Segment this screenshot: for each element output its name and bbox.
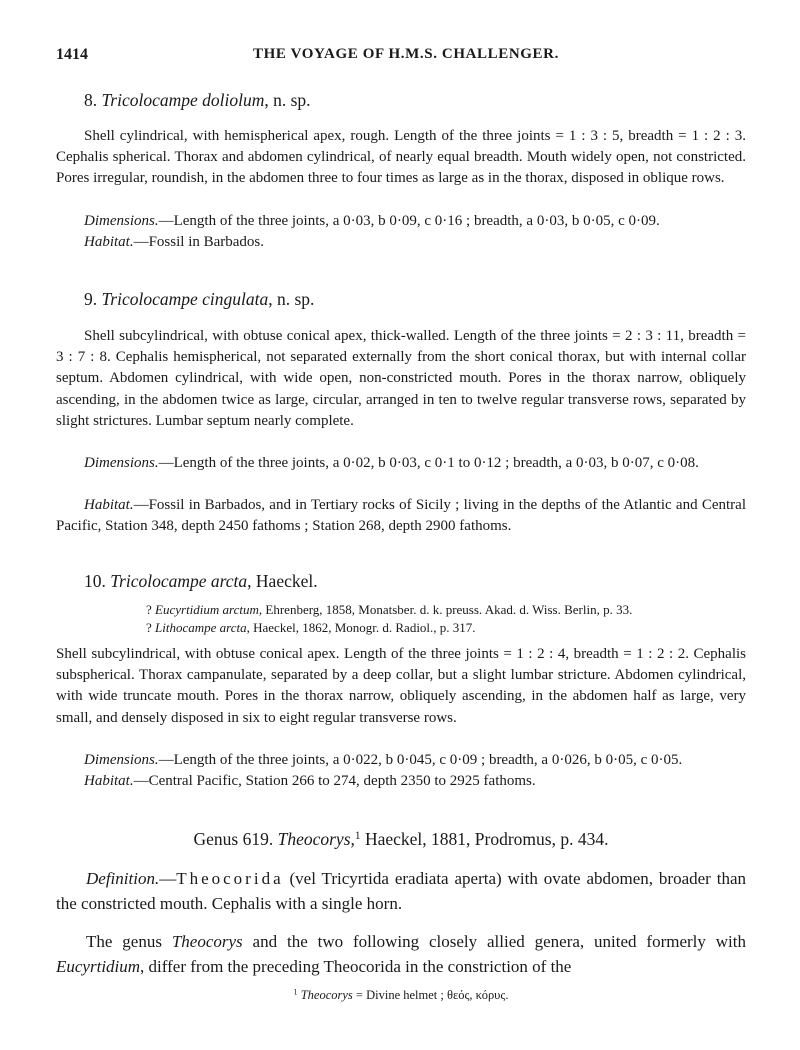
page-header (56, 46, 756, 68)
genus-discussion: The genus Theocorys and the two following closely allied genera, united formerly with Eucyrtidium, differ from the preceding Theocorida in the constriction of the (56, 932, 746, 976)
species-9-dimensions: Dimensions.—Length of the three joints, a 0·02, b 0·03, c 0·1 to 0·12 ; breadth, a 0·03, b 0·07, c 0·08. (84, 455, 699, 471)
species-8-description: Shell cylindrical, with hemispherical apex, rough. Length of the three joints = 1 : 3 : 5, breadth = 1 : 2 : 3. Cephalis spherical. Thorax and abdomen cylindrical, of nearly equal breadth. Mouth widely open, not constricted. Pores irregular, roundish, in the abdomen three to four times as large as in the thorax, disposed in oblique rows. (56, 128, 746, 187)
species-9-title: 9. Tricolocampe cingulata, n. sp. (84, 289, 315, 309)
genus-definition: Definition.—Theocorida (vel Tricyrtida eradiata aperta) with ovate abdomen, broader than the constricted mouth. Cephalis with a single horn. (56, 869, 746, 913)
species-9-description: Shell subcylindrical, with obtuse conical apex, thick-walled. Length of the three joints = 2 : 3 : 11, breadth = 3 : 7 : 8. Cephalis hemispherical, not separated externally from the short conical thorax, but with internal collar septum. Abdomen cylindrical, with wide open, non-constricted mouth. Pores in the thorax narrow, obliquely ascending, in the abdomen twice as large, circular, arranged in ten to twelve regular transverse rows, separated by slight strictures. Lumbar septum nearly complete. (56, 328, 746, 429)
species-8-dimensions: Dimensions.—Length of the three joints, a 0·03, b 0·09, c 0·16 ; breadth, a 0·03, b 0·05, c 0·09. (84, 213, 660, 229)
page-number: 1414 (56, 46, 88, 63)
species-10-title: 10. Tricolocampe arcta, Haeckel. (84, 571, 318, 591)
synonym-line: ? Lithocampe arcta, Haeckel, 1862, Monogr. d. Radiol., p. 317. (146, 619, 476, 635)
species-8-title: 8. Tricolocampe doliolum, n. sp. (84, 90, 311, 110)
running-head: THE VOYAGE OF H.M.S. CHALLENGER. (253, 46, 559, 62)
footnote: $^1$ Theocorys = Divine helmet ; θεός, κόρυς. (293, 987, 509, 1002)
species-8-habitat: Habitat.—Fossil in Barbados. (84, 234, 265, 250)
synonym-line: ? Eucyrtidium arctum, Ehrenberg, 1858, Monatsber. d. k. preuss. Akad. d. Wiss. Berlin, p. 33. (146, 602, 633, 617)
species-10-habitat: Habitat.—Central Pacific, Station 266 to 274, depth 2350 to 2925 fathoms. (84, 773, 536, 789)
species-9-habitat: Habitat.—Fossil in Barbados, and in Tertiary rocks of Sicily ; living in the depths of the Atlantic and Central Pacific, Station 348, depth 2450 fathoms ; Station 268, depth 2900 fathoms. (56, 497, 746, 535)
species-10-synonyms (146, 601, 746, 636)
species-10-dimensions: Dimensions.—Length of the three joints, a 0·022, b 0·045, c 0·09 ; breadth, a 0·026, b 0·05, c 0·05. (84, 752, 683, 768)
species-10-description: Shell subcylindrical, with obtuse conical apex. Length of the three joints = 1 : 2 : 4, breadth = 1 : 2 : 2. Cephalis subspherical. Thorax campanulate, separated by a deep collar, but a slight lumbar stricture. Abdomen cylindrical, with wide truncate mouth. Pores in the thorax narrow, obliquely ascending, in the abdomen half as large, very small, and densely disposed in six to eight regular transverse rows. (56, 646, 746, 726)
genus-heading: Genus 619. Theocorys,$^1$ Haeckel, 1881, Prodromus, p. 434. (193, 829, 609, 849)
